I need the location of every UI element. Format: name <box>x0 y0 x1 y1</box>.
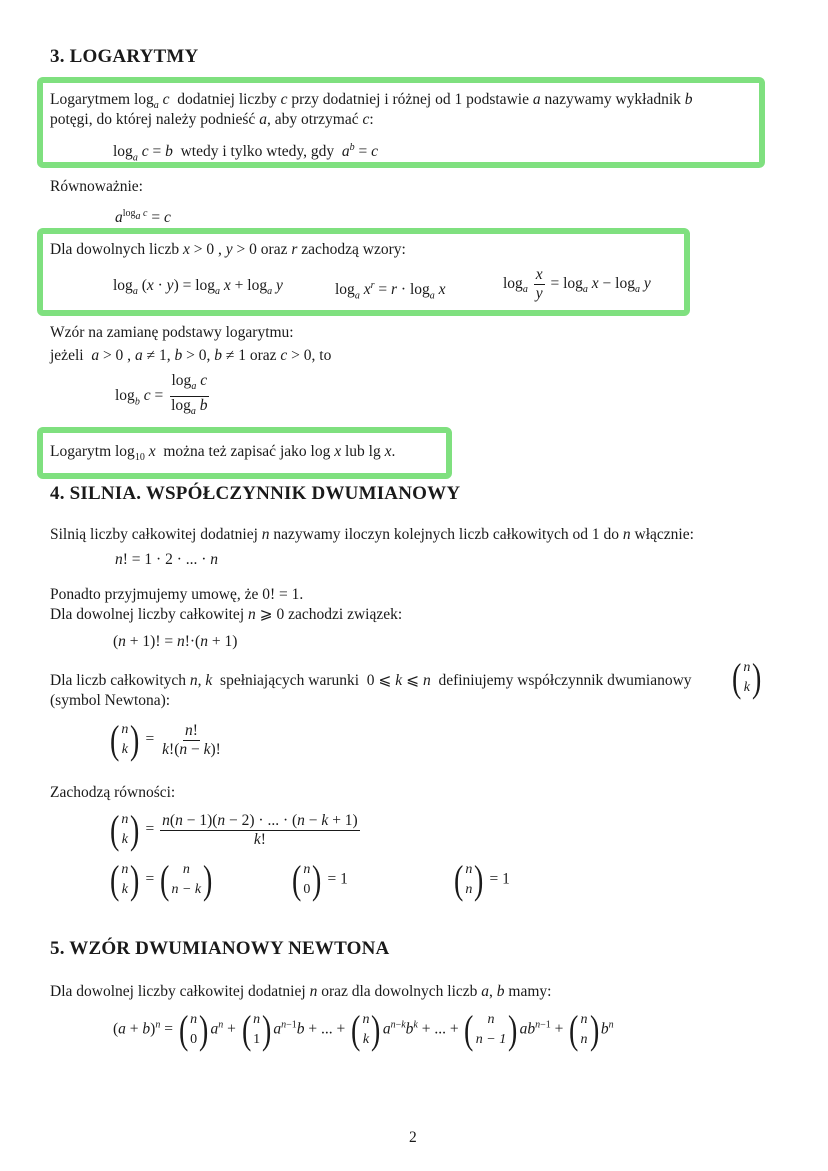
change-base-conditions: jeżeli a > 0 , a ≠ 1, b > 0, b ≠ 1 oraz c > 0, to <box>50 347 332 364</box>
newton-binomial-formula: $(a + b)^n$ = ( n 0 ) $a^n$ + ( n 1 ) $a^{n-1}b$ + ... + ( n k ) $a^{n-k}b^k$ + ... + ( n n − 1 ) $ab^{n-1}$ + ( n n ) $b^n$ <box>113 1007 614 1052</box>
factorial-formula: n! = 1 · 2 · ... · n <box>115 551 219 568</box>
log10-note: Logarytm $\log_{10} x$ można też zapisać jako log x lub lg x. <box>50 443 396 464</box>
binomial-definition-intro: Dla liczb całkowitych n, k spełniających warunki 0 ⩽ k ⩽ n definiujemy współczynnik dwumianowy <box>50 672 692 689</box>
section-5-title: 5. WZÓR DWUMIANOWY NEWTONA <box>50 938 390 959</box>
identity-n-choose-0: ( n 0 ) = 1 <box>291 857 348 902</box>
identities-label: Zachodzą równości: <box>50 784 176 801</box>
log-quotient-rule: $\log_a$ $\frac{x}{y}$ = $\log_a x - \log_a y$ <box>503 266 651 302</box>
change-base-formula: $\log_b c$ = $\frac{\log_a c}{\log_a b}$ <box>115 372 208 418</box>
binomial-symbol: ( n k ) <box>731 655 762 700</box>
page-number: 2 <box>409 1129 417 1146</box>
binomial-definition-formula: ( n k ) = $\frac{n!}{k!(n - k)!}$ <box>109 717 221 762</box>
log-definition-formula: $\log_a c = b$ wtedy i tylko wtedy, gdy $a^b = c$ <box>113 142 379 164</box>
log-definition-line1: Logarytmem $\log_a c$ dodatniej liczby c przy dodatniej i różnej od 1 podstawie a nazywamy wykładnik b <box>50 91 693 112</box>
section-3-title: 3. LOGARYTMY <box>50 46 199 67</box>
change-base-title: Wzór na zamianę podstawy logarytmu: <box>50 324 294 341</box>
identity-n-choose-n: ( n n ) = 1 <box>453 857 510 902</box>
factorial-relation-intro: Dla dowolnej liczby całkowitej n ⩾ 0 zachodzi związek: <box>50 606 403 623</box>
equivalently-label: Równoważnie: <box>50 178 143 195</box>
log-definition-line2: potęgi, do której należy podnieść a, aby otrzymać c: <box>50 111 374 128</box>
factorial-convention: Ponadto przyjmujemy umowę, że 0! = 1. <box>50 586 304 603</box>
log-rules-intro: Dla dowolnych liczb x > 0 , y > 0 oraz r zachodzą wzory: <box>50 241 406 258</box>
binomial-definition-newton: (symbol Newtona): <box>50 692 171 709</box>
identity-product: ( n k ) = $\frac{n(n - 1)(n - 2) \cdot ... \cdot (n - k + 1)}{k!}$ <box>109 807 358 852</box>
log-power-rule: $\log_a x^r = r \cdot \log_a x$ <box>335 280 446 302</box>
factorial-definition: Silnią liczby całkowitej dodatniej n nazywamy iloczyn kolejnych liczb całkowitych od 1 do n włącznie: <box>50 526 694 543</box>
newton-intro: Dla dowolnej liczby całkowitej dodatniej n oraz dla dowolnych liczb a, b mamy: <box>50 983 552 1000</box>
factorial-relation: (n + 1)! = n!·(n + 1) <box>113 633 238 650</box>
section-4-title: 4. SILNIA. WSPÓŁCZYNNIK DWUMIANOWY <box>50 483 461 504</box>
identity-symmetry: ( n k ) = ( n n − k ) <box>109 857 213 902</box>
log-product-rule: $\log_a (x \cdot y) = \log_a x + \log_a y$ <box>113 277 283 298</box>
equivalent-formula: $a^{log_a c} = c$ <box>115 208 171 227</box>
